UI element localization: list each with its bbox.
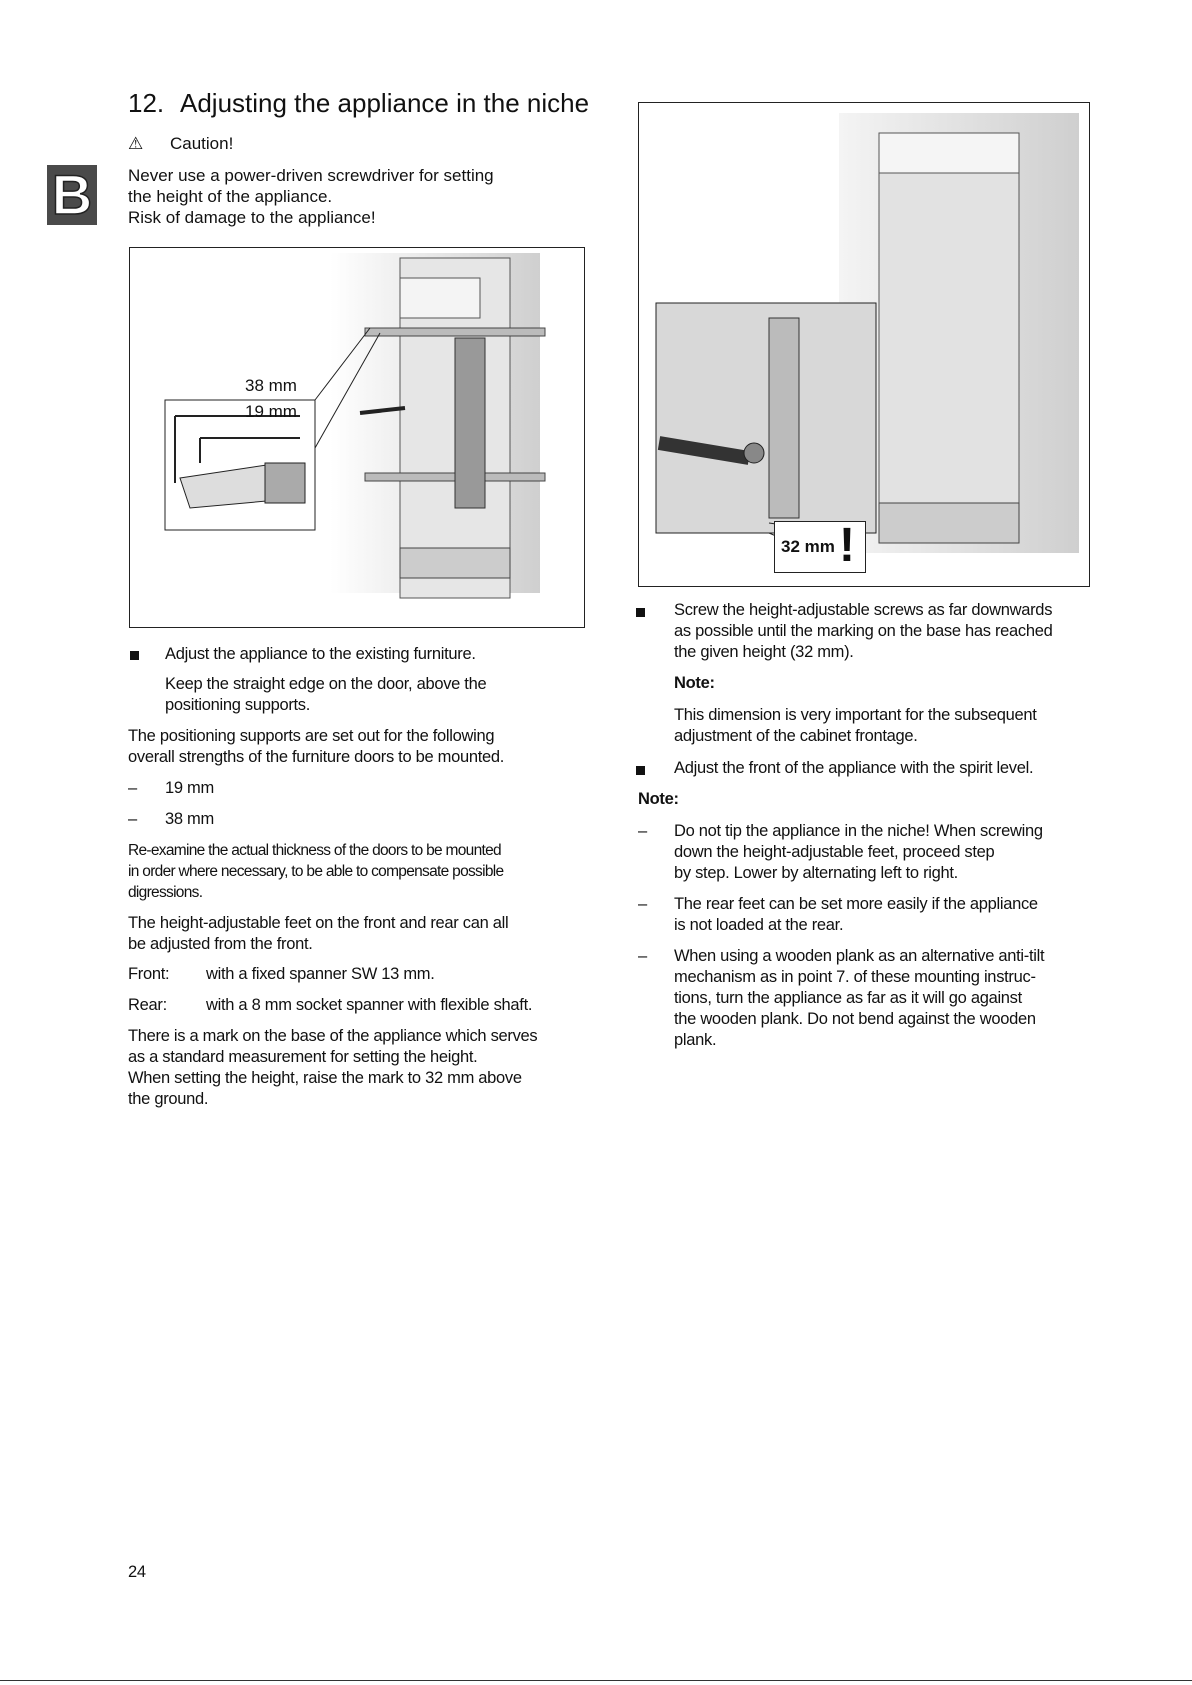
bullet-icon (130, 651, 139, 660)
text-line: The height-adjustable feet on the front and rear can all (128, 914, 509, 932)
footer-divider (0, 1680, 1192, 1681)
figure-positioning-supports (129, 247, 585, 628)
text-line: plank. (674, 1031, 717, 1049)
paragraph (128, 1026, 537, 1110)
warning-triangle-icon: ⚠ (128, 134, 144, 153)
instruction-step (674, 600, 1053, 663)
dash-marker: – (638, 895, 647, 913)
warning-line: the height of the appliance. (128, 187, 333, 206)
text-line: is not loaded at the rear. (674, 916, 844, 934)
page-title (128, 88, 589, 119)
note-item (674, 946, 1044, 1051)
front-value: with a fixed spanner SW 13 mm. (206, 965, 435, 983)
caution-heading (128, 134, 233, 154)
instruction-step: Adjust the appliance to the existing furniture. (165, 645, 476, 663)
bullet-icon (636, 608, 645, 617)
note-text (674, 705, 1037, 747)
exclamation-icon: ! (839, 519, 855, 572)
note-label: Note: (638, 790, 679, 808)
page-number: 24 (128, 1563, 146, 1581)
text-line: digressions. (128, 884, 203, 901)
note-item (674, 894, 1038, 936)
text-line: Screw the height-adjustable screws as far downwards (674, 601, 1053, 619)
list-item: 19 mm (165, 779, 214, 797)
section-number: 12. (128, 88, 165, 118)
text-line: The rear feet can be set more easily if the appliance (674, 895, 1038, 913)
dash-marker: – (128, 779, 137, 797)
text-line: as a standard measurement for setting the height. (128, 1048, 478, 1066)
paragraph (128, 840, 503, 903)
dimension-label-38mm: 38 mm (245, 376, 297, 395)
front-label: Front: (128, 965, 170, 983)
figure-height-adjustment (638, 102, 1090, 587)
text-line: There is a mark on the base of the appliance which serves (128, 1027, 538, 1045)
dash-marker: – (638, 947, 647, 965)
text-line: in order where necessary, to be able to compensate possible (128, 863, 504, 880)
text-line: The positioning supports are set out for the following (128, 727, 495, 745)
text-line: Do not tip the appliance in the niche! When screwing (674, 822, 1043, 840)
warning-line: Risk of damage to the appliance! (128, 208, 376, 227)
rear-label: Rear: (128, 996, 167, 1014)
dimension-label-19mm: 19 mm (245, 402, 297, 421)
instruction-step: Adjust the front of the appliance with the spirit level. (674, 759, 1034, 777)
illustration-appliance-base (639, 103, 1089, 586)
dimension-callout (774, 521, 866, 573)
paragraph (128, 913, 508, 955)
list-item: 38 mm (165, 810, 214, 828)
dimension-label-32mm: 32 mm (781, 537, 835, 556)
text-line: down the height-adjustable feet, proceed step (674, 843, 995, 861)
text-line: be adjusted from the front. (128, 935, 313, 953)
text-line: Re-examine the actual thickness of the doors to be mounted (128, 842, 501, 859)
caution-label: Caution! (170, 134, 234, 153)
text-line: Keep the straight edge on the door, above the (165, 675, 487, 693)
section-title: Adjusting the appliance in the niche (180, 88, 590, 118)
text-line: mechanism as in point 7. of these mounting instruc- (674, 968, 1036, 986)
warning-line: Never use a power-driven screwdriver for setting (128, 166, 494, 185)
dash-marker: – (638, 822, 647, 840)
bullet-icon (636, 766, 645, 775)
illustration-appliance-door (130, 248, 584, 627)
text-line: as possible until the marking on the base has reached (674, 622, 1053, 640)
text-line: When using a wooden plank as an alternative anti-tilt (674, 947, 1045, 965)
text-line: the wooden plank. Do not bend against the wooden (674, 1010, 1036, 1028)
rear-value: with a 8 mm socket spanner with flexible shaft. (206, 996, 533, 1014)
text-line: tions, turn the appliance as far as it will go against (674, 989, 1022, 1007)
warning-text (128, 165, 588, 228)
text-line: This dimension is very important for the subsequent (674, 706, 1037, 724)
text-line: by step. Lower by alternating left to right. (674, 864, 958, 882)
instruction-substep (165, 674, 486, 716)
paragraph (128, 726, 504, 768)
text-line: positioning supports. (165, 696, 311, 714)
text-line: When setting the height, raise the mark to 32 mm above (128, 1069, 522, 1087)
text-line: adjustment of the cabinet frontage. (674, 727, 918, 745)
text-line: overall strengths of the furniture doors to be mounted. (128, 748, 505, 766)
text-line: the ground. (128, 1090, 209, 1108)
note-item (674, 821, 1043, 884)
section-badge: B (47, 165, 97, 225)
dash-marker: – (128, 810, 137, 828)
note-label: Note: (674, 674, 715, 692)
text-line: the given height (32 mm). (674, 643, 854, 661)
